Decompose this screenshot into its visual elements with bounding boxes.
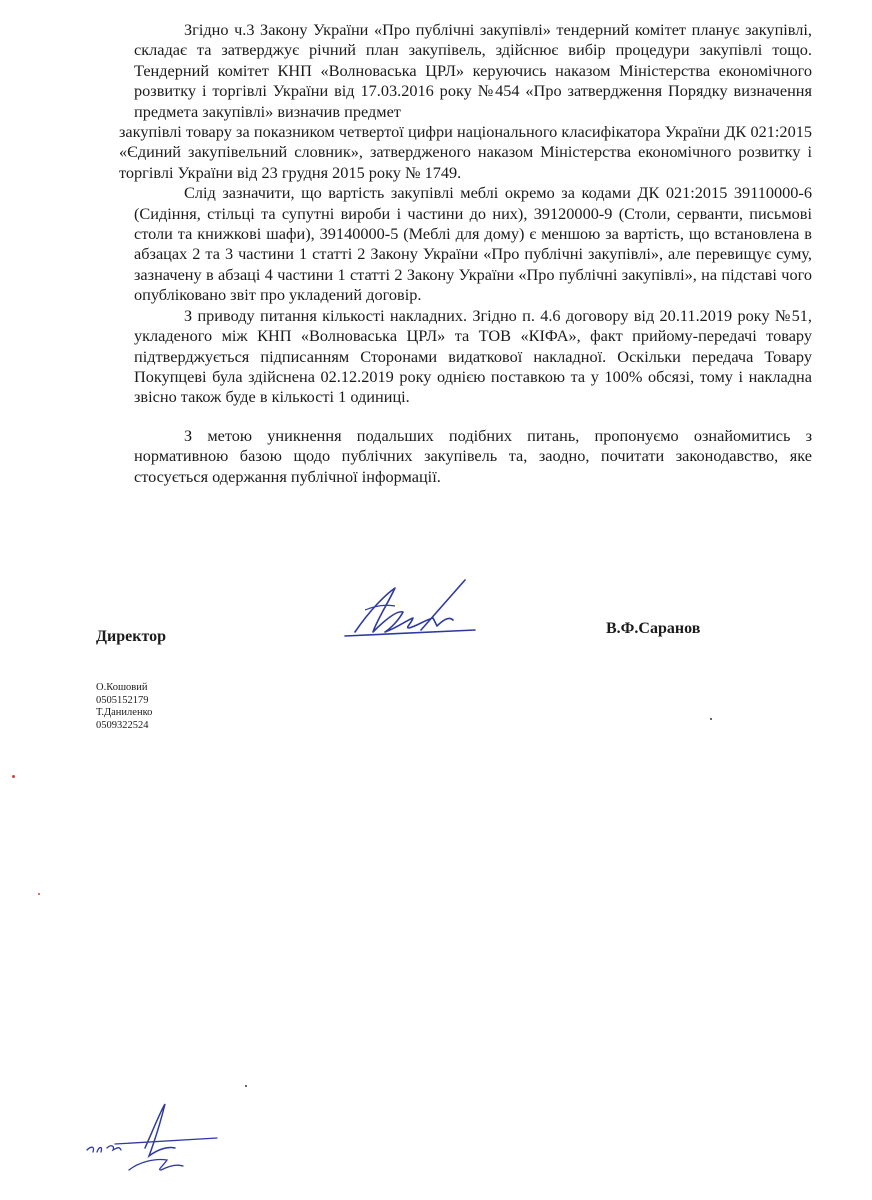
paragraph-procurement-law: Згідно ч.3 Закону України «Про публічні закупівлі» тендерний комітет планує закупівлі, складає та затверджує річний план закупівель, здійснює вибір процедури закупівлі тощо. Тендерний комітет КНП «Волноваська ЦРЛ» керуючись наказом Міністерства економічного розвитку і торгівлі України від 17.03.2016 року №454 «Про затвердження Порядку визначення предмета закупівлі» визначив предмет <box>134 20 812 121</box>
letter-body <box>119 20 812 487</box>
contacts-block <box>96 682 152 732</box>
signatory-title: Директор <box>96 628 166 645</box>
contact-name-2: Т.Даниленко <box>96 707 153 718</box>
scan-dot <box>710 718 712 720</box>
scan-dot <box>245 1085 247 1087</box>
contact-name-1: О.Кошовий <box>96 682 148 693</box>
director-signature <box>325 570 495 650</box>
paragraph-classifier: закупівлі товару за показником четвертої цифри національного класифікатора України ДК 021:2015 «Єдиний закупівельний словник», затвердженого наказом Міністерства економічного розвитку і торгівлі України від 23 грудня 2015 року № 1749. <box>119 122 812 182</box>
contact-phone-2: 0509322524 <box>96 719 149 731</box>
signatory-name: В.Ф.Саранов <box>606 620 701 637</box>
ink-speck <box>38 893 40 895</box>
contact-phone-1: 0505152179 <box>96 694 149 706</box>
paragraph-furniture-codes: Слід зазначити, що вартість закупівлі меблі окремо за кодами ДК 021:2015 39110000-6 (Сидіння, стільці та супутні вироби і частини до них), 39120000-9 (Столи, серванти, письмові столи та книжкові шафи), 39140000-5 (Меблі для дому) є меншою за вартість, що встановлена в абзацах 2 та 3 частини 1 статті 2 Закону України «Про публічні закупівлі», але перевищує суму, зазначену в абзаці 4 частини 1 статті 2 Закону України «Про публічні закупівлі», на підставі чого опубліковано звіт про укладений договір. <box>134 183 812 305</box>
paragraph-recommendation: З метою уникнення подальших подібних питань, пропонуємо ознайомитись з нормативною базою щодо публічних закупівель та, заодно, почитати законодавство, яке стосується одержання публічної інформації. <box>134 425 812 486</box>
ink-speck <box>12 775 15 778</box>
lawyer-visa-signature <box>85 1100 225 1185</box>
paragraph-invoices: З приводу питання кількості накладних. Згідно п. 4.6 договору від 20.11.2019 року №51, укладеного між КНП «Волноваська ЦРЛ» та ТОВ «КІФА», факт прийому-передачі товару підтверджується підписанням Сторонами видаткової накладної. Оскільки передача Товару Покупцеві була здійснена 02.12.2019 року однією поставкою та у 100% обсязі, тому і накладна звісно також буде в кількості 1 одиниці. <box>134 305 812 407</box>
